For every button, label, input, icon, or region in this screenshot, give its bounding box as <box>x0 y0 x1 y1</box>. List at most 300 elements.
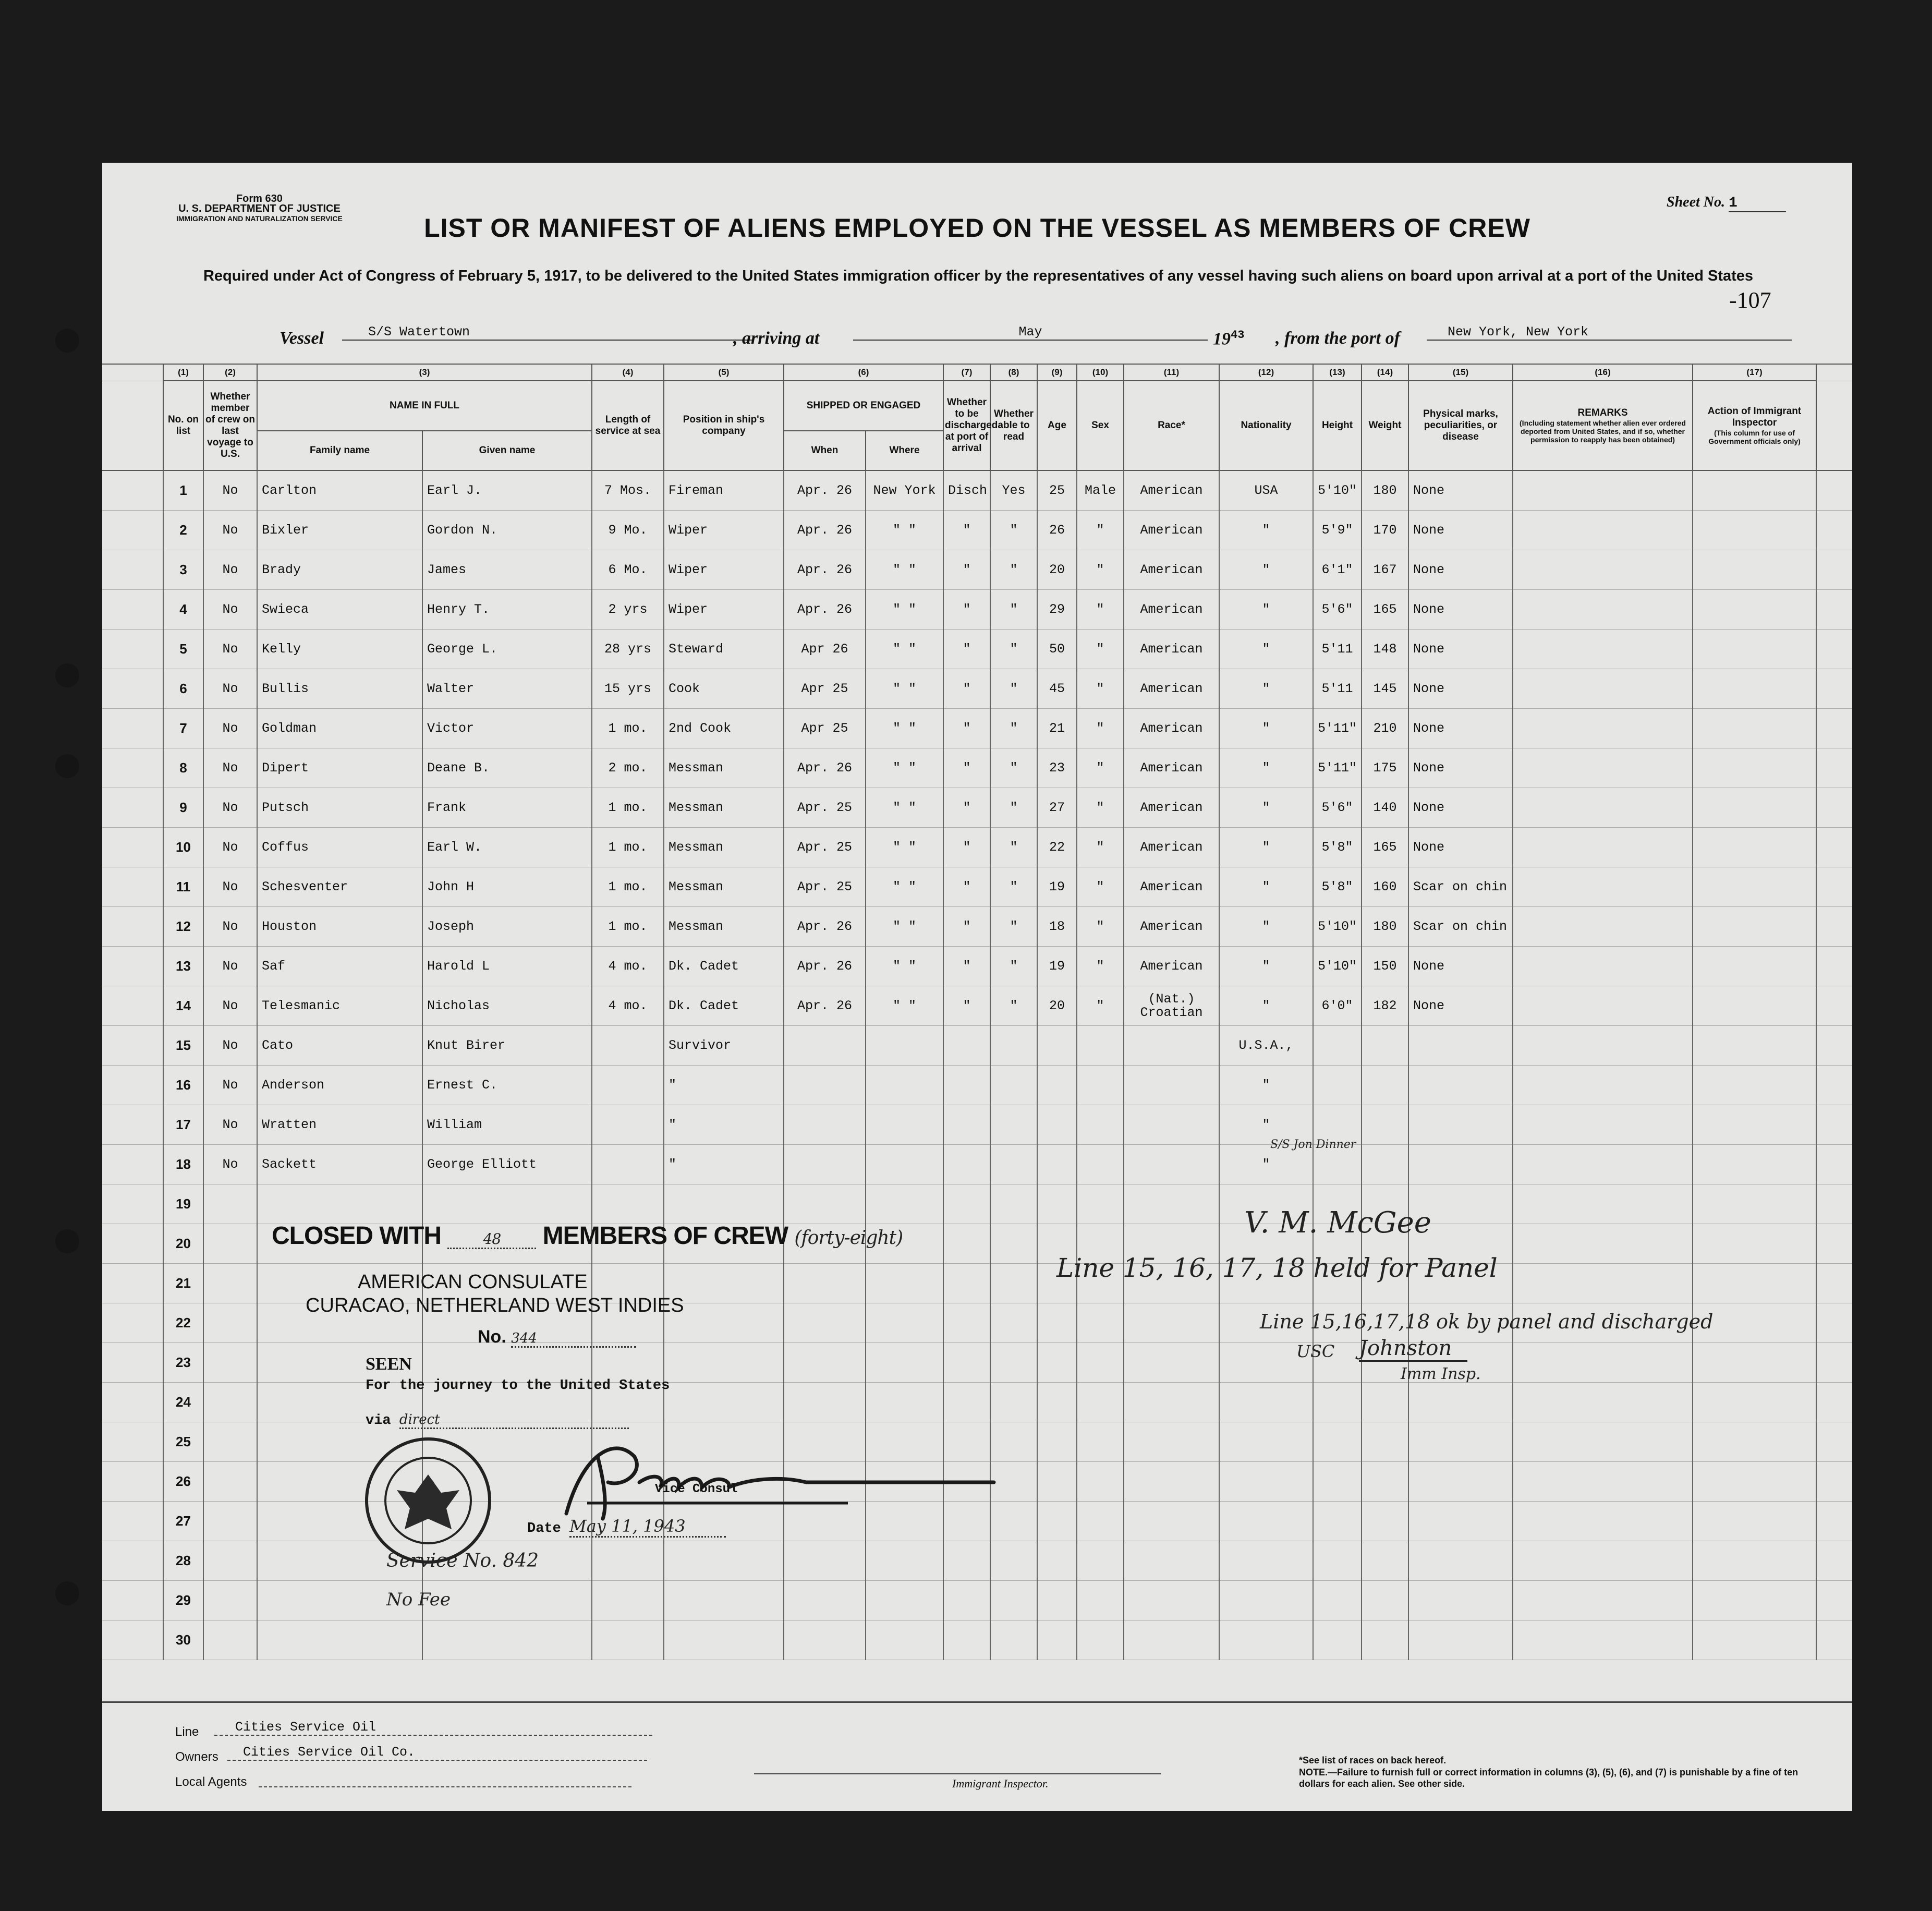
col-crew-last-voyage: Whether member of crew on last voyage to U.S. <box>203 381 257 470</box>
row-number: 12 <box>163 907 203 947</box>
crew-last-voyage-cell: No <box>203 1105 257 1145</box>
able-to-read-cell <box>990 1145 1037 1184</box>
race-cell: American <box>1124 907 1219 947</box>
row-number: 20 <box>163 1224 203 1264</box>
crew-row <box>102 709 1852 748</box>
physical-marks-cell: None <box>1408 986 1513 1026</box>
seen-label: SEEN <box>366 1354 412 1374</box>
able-to-read-cell: " <box>990 511 1037 550</box>
crew-last-voyage-cell: No <box>203 788 257 828</box>
nationality-cell: " <box>1219 748 1313 788</box>
form-number: Form 630 <box>236 193 283 204</box>
family-name-cell: Dipert <box>257 748 422 788</box>
row-number: 23 <box>163 1343 203 1383</box>
age-cell: 23 <box>1037 748 1077 788</box>
consulate-location: CURACAO, NETHERLAND WEST INDIES <box>306 1295 684 1316</box>
row-number: 22 <box>163 1303 203 1343</box>
physical-marks-cell <box>1408 1066 1513 1105</box>
family-name-cell: Bullis <box>257 669 422 709</box>
consulate-name: AMERICAN CONSULATE <box>358 1271 588 1293</box>
discharged-cell: " <box>943 669 990 709</box>
row-number: 24 <box>163 1383 203 1422</box>
physical-marks-cell: Scar on chin <box>1408 907 1513 947</box>
shipped-where-cell: " " <box>866 867 943 907</box>
physical-marks-cell: None <box>1408 511 1513 550</box>
col-number: (2) <box>203 364 257 381</box>
col-sex: Sex <box>1077 381 1124 470</box>
shipped-when-cell: Apr. 26 <box>784 947 866 986</box>
family-name-cell: Houston <box>257 907 422 947</box>
sex-cell: " <box>1077 788 1124 828</box>
height-cell: 5'6" <box>1313 590 1362 630</box>
crew-last-voyage-cell: No <box>203 1145 257 1184</box>
race-cell: American <box>1124 788 1219 828</box>
shipped-where-cell <box>866 1105 943 1145</box>
arrival-year <box>1213 329 1244 349</box>
remarks-cell <box>1513 590 1693 630</box>
race-cell: American <box>1124 828 1219 867</box>
age-cell: 26 <box>1037 511 1077 550</box>
crew-row <box>102 947 1852 986</box>
nationality-cell: " <box>1219 788 1313 828</box>
arriving-label: , arriving at <box>733 329 820 348</box>
remarks-cell <box>1513 669 1693 709</box>
age-cell: 27 <box>1037 788 1077 828</box>
shipped-where-cell: " " <box>866 709 943 748</box>
department: U. S. DEPARTMENT OF JUSTICE <box>178 203 341 214</box>
crew-last-voyage-cell: No <box>203 590 257 630</box>
crew-row <box>102 828 1852 867</box>
closed-crew-count: 48 <box>447 1230 536 1249</box>
crew-row <box>102 986 1852 1026</box>
age-cell <box>1037 1105 1077 1145</box>
inspector-action-cell <box>1693 788 1816 828</box>
height-cell: 5'8" <box>1313 828 1362 867</box>
discharged-cell <box>943 1026 990 1066</box>
age-cell <box>1037 1026 1077 1066</box>
height-cell <box>1313 1026 1362 1066</box>
col-given-name: Given name <box>422 431 592 470</box>
date-value: May 11, 1943 <box>569 1516 726 1538</box>
weight-cell: 170 <box>1362 511 1408 550</box>
able-to-read-cell: " <box>990 828 1037 867</box>
given-name-cell: Henry T. <box>422 590 592 630</box>
given-name-cell: Victor <box>422 709 592 748</box>
row-number: 21 <box>163 1264 203 1303</box>
discharged-cell: " <box>943 828 990 867</box>
shipped-when-cell: Apr. 25 <box>784 828 866 867</box>
crew-last-voyage-cell: No <box>203 1066 257 1105</box>
col-where: Where <box>866 431 943 470</box>
sex-cell: " <box>1077 828 1124 867</box>
penalty-note: NOTE.—Failure to furnish full or correct information in columns (3), (5), (6), and (7) is punishable by a fine of ten dollars for each alien. See other side. <box>1299 1767 1799 1789</box>
from-port-label: , from the port of <box>1275 329 1400 348</box>
age-cell: 21 <box>1037 709 1077 748</box>
consulate-number <box>478 1327 636 1348</box>
row-number: 11 <box>163 867 203 907</box>
blank-row <box>102 1343 1852 1383</box>
crew-row <box>102 590 1852 630</box>
physical-marks-cell <box>1408 1105 1513 1145</box>
able-to-read-cell: " <box>990 630 1037 669</box>
sex-cell: " <box>1077 947 1124 986</box>
line-value: Cities Service Oil <box>214 1720 652 1736</box>
service-length-cell: 2 mo. <box>592 748 664 788</box>
crew-row <box>102 907 1852 947</box>
crew-row <box>102 1026 1852 1066</box>
weight-cell: 165 <box>1362 590 1408 630</box>
row-number: 8 <box>163 748 203 788</box>
race-cell: American <box>1124 550 1219 590</box>
remarks-cell <box>1513 947 1693 986</box>
manifest-sheet <box>102 163 1852 1811</box>
usc-note: USC <box>1296 1341 1335 1361</box>
members-of-crew-text: MEMBERS OF CREW <box>542 1222 788 1250</box>
nationality-cell: " <box>1219 947 1313 986</box>
family-name-cell: Coffus <box>257 828 422 867</box>
col-position: Position in ship's company <box>664 381 784 470</box>
weight-cell <box>1362 1026 1408 1066</box>
sex-cell <box>1077 1105 1124 1145</box>
race-cell: American <box>1124 867 1219 907</box>
col-name-in-full: NAME IN FULL <box>257 381 592 431</box>
weight-cell: 165 <box>1362 828 1408 867</box>
position-cell: Fireman <box>664 470 784 511</box>
height-cell: 5'9" <box>1313 511 1362 550</box>
shipped-where-cell: " " <box>866 511 943 550</box>
crew-row <box>102 788 1852 828</box>
discharged-note: Line 15,16,17,18 ok by panel and discharged <box>1260 1310 1714 1333</box>
able-to-read-cell: " <box>990 867 1037 907</box>
height-cell: 5'8" <box>1313 867 1362 907</box>
sex-cell <box>1077 1145 1124 1184</box>
discharged-cell: " <box>943 867 990 907</box>
family-name-cell: Telesmanic <box>257 986 422 1026</box>
remarks-note: (Including statement whether alien ever ordered deported from United States, and if so, whether permission to reapply has been obtained) <box>1520 419 1686 444</box>
physical-marks-cell: None <box>1408 947 1513 986</box>
age-cell: 22 <box>1037 828 1077 867</box>
age-cell: 19 <box>1037 947 1077 986</box>
shipped-where-cell: " " <box>866 907 943 947</box>
shipped-when-cell: Apr. 25 <box>784 867 866 907</box>
crew-last-voyage-cell: No <box>203 511 257 550</box>
inspector-action-cell <box>1693 867 1816 907</box>
row-number: 10 <box>163 828 203 867</box>
weight-cell <box>1362 1105 1408 1145</box>
inspector-action-cell <box>1693 669 1816 709</box>
owners-value: Cities Service Oil Co. <box>227 1745 647 1761</box>
shipped-where-cell: " " <box>866 550 943 590</box>
nationality-cell: " <box>1219 907 1313 947</box>
height-cell: 5'6" <box>1313 788 1362 828</box>
col-number: (10) <box>1077 364 1124 381</box>
crew-row <box>102 511 1852 550</box>
sex-cell: " <box>1077 669 1124 709</box>
vessel-label: Vessel <box>280 329 324 348</box>
sex-cell <box>1077 1066 1124 1105</box>
physical-marks-cell: None <box>1408 590 1513 630</box>
able-to-read-cell: Yes <box>990 470 1037 511</box>
remarks-cell <box>1513 1105 1693 1145</box>
row-number: 29 <box>163 1581 203 1620</box>
col-when: When <box>784 431 866 470</box>
race-cell <box>1124 1026 1219 1066</box>
consulate-seal-icon <box>363 1435 493 1566</box>
crew-last-voyage-cell: No <box>203 630 257 669</box>
inspector-action-cell <box>1693 590 1816 630</box>
col-race: Race* <box>1124 381 1219 470</box>
row-number: 28 <box>163 1541 203 1581</box>
local-agents-line <box>259 1786 631 1787</box>
given-name-cell: Harold L <box>422 947 592 986</box>
race-cell <box>1124 1105 1219 1145</box>
family-name-cell: Brady <box>257 550 422 590</box>
sheet-label: Sheet No. <box>1667 194 1725 210</box>
crew-last-voyage-cell: No <box>203 947 257 986</box>
col-number: (9) <box>1037 364 1077 381</box>
remarks-cell <box>1513 709 1693 748</box>
col-number: (1) <box>163 364 203 381</box>
col-number: (13) <box>1313 364 1362 381</box>
able-to-read-cell: " <box>990 748 1037 788</box>
row-number: 25 <box>163 1422 203 1462</box>
crew-last-voyage-cell: No <box>203 470 257 511</box>
discharged-cell: " <box>943 748 990 788</box>
height-cell: 5'11" <box>1313 748 1362 788</box>
shipped-where-cell <box>866 1066 943 1105</box>
position-cell: Dk. Cadet <box>664 986 784 1026</box>
position-cell: Cook <box>664 669 784 709</box>
given-name-cell: Earl J. <box>422 470 592 511</box>
given-name-cell: Joseph <box>422 907 592 947</box>
nationality-cell: USA <box>1219 470 1313 511</box>
race-cell: American <box>1124 590 1219 630</box>
closed-with-stamp <box>272 1221 903 1250</box>
row-number: 13 <box>163 947 203 986</box>
nationality-cell: " <box>1219 709 1313 748</box>
crew-row <box>102 1066 1852 1105</box>
column-number-row <box>102 364 1852 381</box>
sex-cell: " <box>1077 550 1124 590</box>
remarks-cell <box>1513 907 1693 947</box>
punch-hole <box>55 754 79 778</box>
shipped-when-cell: Apr 25 <box>784 709 866 748</box>
age-cell <box>1037 1066 1077 1105</box>
col-action-inspector <box>1693 381 1816 470</box>
race-cell: American <box>1124 630 1219 669</box>
via-label: via <box>366 1413 391 1429</box>
position-cell: Messman <box>664 828 784 867</box>
inspector-action-cell <box>1693 1145 1816 1184</box>
races-note: *See list of races on back hereof. <box>1299 1755 1447 1765</box>
shipped-when-cell <box>784 1145 866 1184</box>
position-cell: " <box>664 1145 784 1184</box>
physical-marks-cell <box>1408 1145 1513 1184</box>
family-name-cell: Anderson <box>257 1066 422 1105</box>
col-family-name: Family name <box>257 431 422 470</box>
page-number: -107 <box>1729 287 1771 313</box>
family-name-cell: Goldman <box>257 709 422 748</box>
inspector-signature-line <box>754 1773 1161 1774</box>
given-name-cell: Gordon N. <box>422 511 592 550</box>
physical-marks-cell: Scar on chin <box>1408 867 1513 907</box>
crew-last-voyage-cell: No <box>203 550 257 590</box>
crew-last-voyage-cell: No <box>203 867 257 907</box>
race-cell: American <box>1124 470 1219 511</box>
able-to-read-cell <box>990 1105 1037 1145</box>
position-cell: Wiper <box>664 590 784 630</box>
given-name-cell: Knut Birer <box>422 1026 592 1066</box>
height-cell: 5'10" <box>1313 907 1362 947</box>
consul-signature <box>535 1425 1004 1529</box>
inspector-action-cell <box>1693 986 1816 1026</box>
crew-row <box>102 470 1852 511</box>
discharged-cell: " <box>943 986 990 1026</box>
physical-marks-cell: None <box>1408 709 1513 748</box>
local-agents-label: Local Agents <box>175 1775 247 1789</box>
col-number: (6) <box>784 364 943 381</box>
crew-row <box>102 1145 1852 1184</box>
service-length-cell <box>592 1066 664 1105</box>
inspector-action-cell <box>1693 748 1816 788</box>
service-length-cell: 1 mo. <box>592 788 664 828</box>
col-discharged: Whether to be discharged at port of arrival <box>943 381 990 470</box>
col-number: (5) <box>664 364 784 381</box>
position-cell: Survivor <box>664 1026 784 1066</box>
blank-row <box>102 1620 1852 1660</box>
service-length-cell: 1 mo. <box>592 907 664 947</box>
crew-row <box>102 669 1852 709</box>
crew-row <box>102 1105 1852 1145</box>
position-cell: Messman <box>664 788 784 828</box>
crew-last-voyage-cell: No <box>203 709 257 748</box>
age-cell: 50 <box>1037 630 1077 669</box>
remarks-cell <box>1513 867 1693 907</box>
sex-cell: " <box>1077 630 1124 669</box>
height-cell: 5'11 <box>1313 669 1362 709</box>
age-cell: 18 <box>1037 907 1077 947</box>
shipped-where-cell: " " <box>866 986 943 1026</box>
sex-cell: " <box>1077 709 1124 748</box>
height-cell: 6'1" <box>1313 550 1362 590</box>
col-shipped-engaged: SHIPPED OR ENGAGED <box>784 381 943 431</box>
crew-last-voyage-cell: No <box>203 748 257 788</box>
action-note: (This column for use of Government officials only) <box>1708 429 1801 445</box>
crew-row <box>102 630 1852 669</box>
remarks-cell <box>1513 1145 1693 1184</box>
age-cell: 25 <box>1037 470 1077 511</box>
inspector-action-cell <box>1693 907 1816 947</box>
service-name: IMMIGRATION AND NATURALIZATION SERVICE <box>176 214 343 223</box>
officer-signature: V. M. McGee <box>1244 1206 1431 1240</box>
position-cell: Wiper <box>664 550 784 590</box>
shipped-when-cell: Apr. 26 <box>784 986 866 1026</box>
col-number: (8) <box>990 364 1037 381</box>
given-name-cell: Earl W. <box>422 828 592 867</box>
manifest-footer <box>102 1701 1852 1812</box>
col-length-service: Length of service at sea <box>592 381 664 470</box>
immigrant-inspector-label: Immigrant Inspector. <box>952 1777 1049 1790</box>
service-number: Service No. 842 <box>386 1550 539 1571</box>
col-number: (12) <box>1219 364 1313 381</box>
weight-cell: 160 <box>1362 867 1408 907</box>
shipped-when-cell: Apr 25 <box>784 669 866 709</box>
given-name-cell: James <box>422 550 592 590</box>
row-number: 18 <box>163 1145 203 1184</box>
discharged-cell <box>943 1066 990 1105</box>
remarks-cell <box>1513 986 1693 1026</box>
family-name-cell: Sackett <box>257 1145 422 1184</box>
family-name-cell: Schesventer <box>257 867 422 907</box>
shipped-where-cell: " " <box>866 947 943 986</box>
service-length-cell: 6 Mo. <box>592 550 664 590</box>
row-number: 27 <box>163 1502 203 1541</box>
weight-cell: 210 <box>1362 709 1408 748</box>
sex-cell: " <box>1077 986 1124 1026</box>
height-cell: 5'10" <box>1313 947 1362 986</box>
weight-cell: 180 <box>1362 470 1408 511</box>
blank-row <box>102 1581 1852 1620</box>
weight-cell: 167 <box>1362 550 1408 590</box>
number-value: 344 <box>511 1331 636 1348</box>
col-physical-marks: Physical marks, peculiarities, or disease <box>1408 381 1513 470</box>
shipped-when-cell <box>784 1026 866 1066</box>
service-length-cell: 4 mo. <box>592 947 664 986</box>
position-cell: Steward <box>664 630 784 669</box>
owners-label: Owners <box>175 1750 218 1764</box>
discharged-cell: Disch <box>943 470 990 511</box>
punch-hole <box>55 663 79 687</box>
sheet-number-label <box>1667 194 1786 212</box>
action-title: Action of Immigrant Inspector <box>1707 406 1802 428</box>
age-cell <box>1037 1145 1077 1184</box>
date-label: Date <box>527 1521 561 1537</box>
weight-cell <box>1362 1145 1408 1184</box>
shipped-where-cell: " " <box>866 590 943 630</box>
punch-hole <box>55 1229 79 1253</box>
race-cell <box>1124 1066 1219 1105</box>
physical-marks-cell: None <box>1408 630 1513 669</box>
shipped-where-cell <box>866 1145 943 1184</box>
nationality-cell: " <box>1219 986 1313 1026</box>
race-cell: American <box>1124 947 1219 986</box>
family-name-cell: Kelly <box>257 630 422 669</box>
nationality-cell: " <box>1219 669 1313 709</box>
via-value: direct <box>399 1412 629 1429</box>
nationality-cell: " <box>1219 630 1313 669</box>
family-name-cell: Cato <box>257 1026 422 1066</box>
weight-cell: 182 <box>1362 986 1408 1026</box>
able-to-read-cell: " <box>990 986 1037 1026</box>
nationality-cell: U.S.A., <box>1219 1026 1313 1066</box>
discharged-cell: " <box>943 907 990 947</box>
position-cell: " <box>664 1066 784 1105</box>
service-length-cell: 4 mo. <box>592 986 664 1026</box>
service-length-cell: 1 mo. <box>592 828 664 867</box>
inspector-action-cell <box>1693 630 1816 669</box>
service-length-cell <box>592 1145 664 1184</box>
page-title: LIST OR MANIFEST OF ALIENS EMPLOYED ON THE VESSEL AS MEMBERS OF CREW <box>424 213 1530 243</box>
consul-date-line <box>527 1516 726 1538</box>
remarks-title: REMARKS <box>1577 407 1628 418</box>
height-cell: 5'11 <box>1313 630 1362 669</box>
race-cell: (Nat.) Croatian <box>1124 986 1219 1026</box>
age-cell: 45 <box>1037 669 1077 709</box>
given-name-cell: William <box>422 1105 592 1145</box>
row-number: 15 <box>163 1026 203 1066</box>
page-subtitle: Required under Act of Congress of February 5, 1917, to be delivered to the United States immigration officer by the representatives of any vessel having such aliens on board upon arrival at a port of the United States <box>203 268 1754 284</box>
inspector-action-cell <box>1693 511 1816 550</box>
